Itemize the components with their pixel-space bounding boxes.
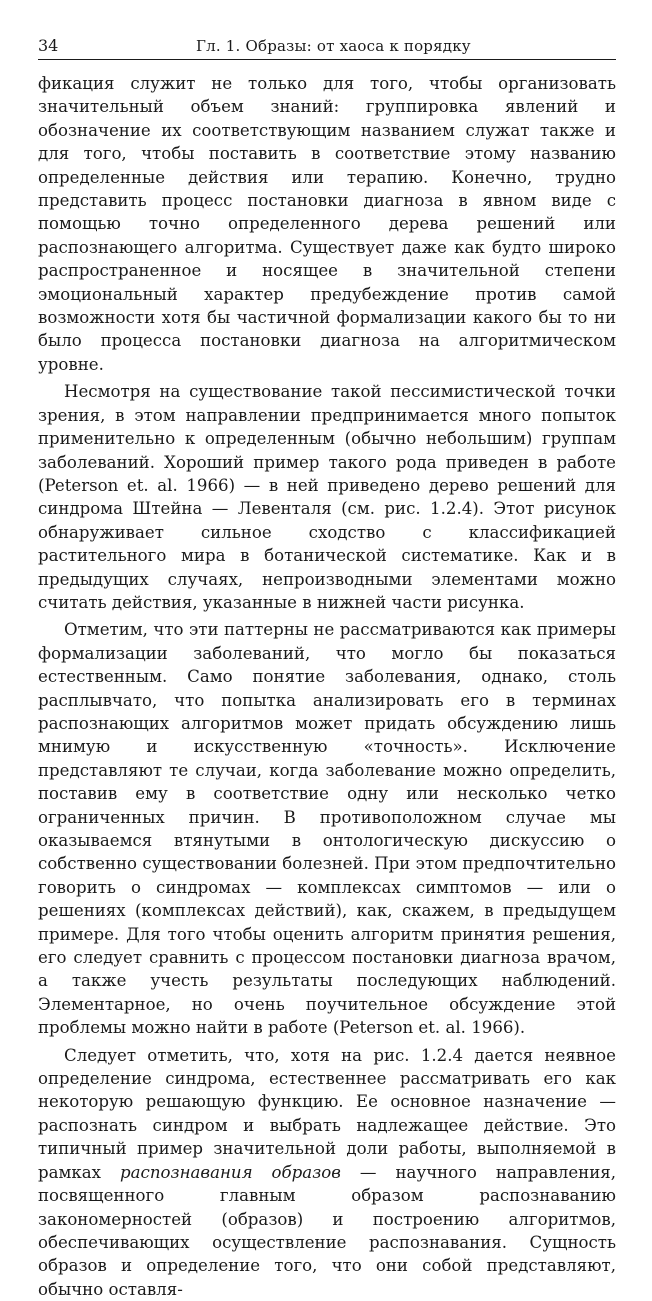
- page-header: [38, 36, 616, 60]
- paragraph-4: [38, 1044, 616, 1301]
- paragraph-4-emphasis: распознавания образов: [120, 1162, 341, 1182]
- paragraph-2: Несмотря на существование такой пессимистической точки зрения, в этом направлении предпринимается много попыток применительно к определенным (обычно небольшим) группам заболеваний. Хороший пример такого рода приведен в работе (Peterson et. al. 1966) — в ней приведено дерево решений для синдрома Штейна — Левенталя (см. рис. 1.2.4). Этот рисунок обнаруживает сильное сходство с классификацией растительного мира в ботанической систематике. Как и в предыдущих случаях, непроизводными элементами можно считать действия, указанные в нижней части рисунка.: [38, 382, 616, 612]
- page-number: 34: [38, 36, 59, 55]
- running-title: Гл. 1. Образы: от хаоса к порядку: [196, 37, 471, 55]
- paragraph-4-text-b: — научного направления, посвященного главным образом распознаванию закономерностей (образов) и построению алгоритмов, обеспечивающих осуществление распознавания. Сущность образов и определение того, что они собой представляют, обычно оставля-: [38, 1162, 617, 1299]
- paragraph-1: фикация служит не только для того, чтобы организовать значительный объем знаний: группировка явлений и обозначение их соответствующим названием служат также и для того, чтобы поставить в соответствие этому названию определенные действия или терапию. Конечно, трудно представить процесс постановки диагноза в явном виде с помощью точно определенного дерева решений или распознающего алгоритма. Существует даже как будто широко распространенное и носящее в значительной степени эмоциональный характер предубеждение против самой возможности хотя бы частичной формализации какого бы то ни было процесса постановки диагноза на алгоритмическом уровне.: [38, 74, 616, 374]
- paragraph-4-text-a: Следует отметить, что, хотя на рис. 1.2.4 дается неявное определение синдрома, естественнее рассматривать его как некоторую решающую функцию. Ее основное назначение — распознать синдром и выбрать надлежащее действие. Это типичный пример значительной доли работы, выполняемой в рамках: [38, 1045, 616, 1182]
- body-text: [38, 72, 616, 1301]
- paragraph-3: Отметим, что эти паттерны не рассматриваются как примеры формализации заболеваний, что могло бы показаться естественным. Само понятие заболевания, однако, столь расплывчато, что попытка анализировать его в терминах распознающих алгоритмов может придать обсуждению лишь мнимую и искусственную «точность». Исключение представляют те случаи, когда заболевание можно определить, поставив ему в соответствие одну или несколько четко ограниченных причин. В противоположном случае мы оказываемся втянутыми в онтологическую дискуссию о собственно существовании болезней. При этом предпочтительно говорить о синдромах — комплексах симптомов — или о решениях (комплексах действий), как, скажем, в предыдущем примере. Для того чтобы оценить алгоритм принятия решения, его следует сравнить с процессом постановки диагноза врачом, а также учесть результаты последующих наблюдений. Элементарное, но очень поучительное обсуждение этой проблемы можно найти в работе (Peterson et. al. 1966).: [38, 620, 616, 1038]
